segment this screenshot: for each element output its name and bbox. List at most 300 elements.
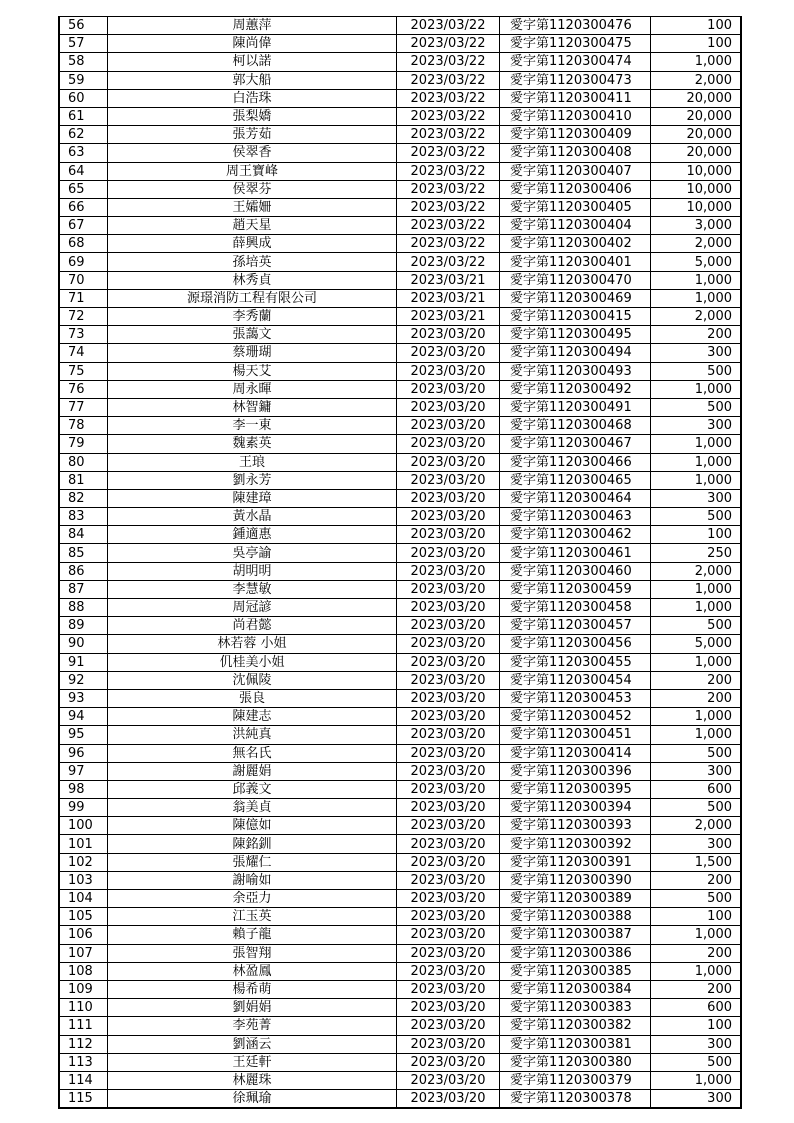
donation-date-cell: 2023/03/20 xyxy=(397,1035,500,1053)
donation-amount-cell: 300 xyxy=(651,1035,742,1053)
donor-name-cell: 李苑菁 xyxy=(108,1017,397,1035)
table-row xyxy=(59,435,741,453)
donation-date-cell: 2023/03/20 xyxy=(397,689,500,707)
donation-date-cell: 2023/03/22 xyxy=(397,35,500,53)
donation-amount-cell: 2,000 xyxy=(651,235,742,253)
table-row xyxy=(59,799,741,817)
row-number-cell: 108 xyxy=(59,962,108,980)
table-row xyxy=(59,999,741,1017)
donation-date-cell: 2023/03/22 xyxy=(397,162,500,180)
donor-name-cell: 柯以諾 xyxy=(108,53,397,71)
table-row xyxy=(59,762,741,780)
row-number-cell: 113 xyxy=(59,1053,108,1071)
receipt-number-cell: 愛字第1120300461 xyxy=(500,544,651,562)
donor-name-cell: 郭大船 xyxy=(108,71,397,89)
receipt-number-cell: 愛字第1120300408 xyxy=(500,144,651,162)
table-row xyxy=(59,1035,741,1053)
donation-date-cell: 2023/03/22 xyxy=(397,53,500,71)
row-number-cell: 57 xyxy=(59,35,108,53)
donation-amount-cell: 1,000 xyxy=(651,653,742,671)
donation-amount-cell: 1,000 xyxy=(651,53,742,71)
donor-name-cell: 余亞力 xyxy=(108,890,397,908)
table-row xyxy=(59,562,741,580)
row-number-cell: 63 xyxy=(59,144,108,162)
donor-name-cell: 徐珮瑜 xyxy=(108,1090,397,1109)
donation-date-cell: 2023/03/21 xyxy=(397,271,500,289)
table-row xyxy=(59,708,741,726)
receipt-number-cell: 愛字第1120300451 xyxy=(500,726,651,744)
donor-name-cell: 王廷軒 xyxy=(108,1053,397,1071)
donation-date-cell: 2023/03/20 xyxy=(397,1017,500,1035)
donation-amount-cell: 1,000 xyxy=(651,471,742,489)
row-number-cell: 79 xyxy=(59,435,108,453)
donation-amount-cell: 500 xyxy=(651,398,742,416)
table-row xyxy=(59,308,741,326)
donor-name-cell: 源璟消防工程有限公司 xyxy=(108,289,397,307)
row-number-cell: 60 xyxy=(59,89,108,107)
receipt-number-cell: 愛字第1120300383 xyxy=(500,999,651,1017)
table-row xyxy=(59,726,741,744)
donation-date-cell: 2023/03/22 xyxy=(397,180,500,198)
row-number-cell: 110 xyxy=(59,999,108,1017)
donation-amount-cell: 200 xyxy=(651,689,742,707)
donation-date-cell: 2023/03/22 xyxy=(397,89,500,107)
donation-amount-cell: 20,000 xyxy=(651,89,742,107)
receipt-number-cell: 愛字第1120300456 xyxy=(500,635,651,653)
receipt-number-cell: 愛字第1120300387 xyxy=(500,926,651,944)
donation-amount-cell: 1,000 xyxy=(651,380,742,398)
receipt-number-cell: 愛字第1120300407 xyxy=(500,162,651,180)
row-number-cell: 100 xyxy=(59,817,108,835)
donation-amount-cell: 1,000 xyxy=(651,435,742,453)
row-number-cell: 85 xyxy=(59,544,108,562)
donor-name-cell: 謝喻如 xyxy=(108,871,397,889)
donation-amount-cell: 1,500 xyxy=(651,853,742,871)
receipt-number-cell: 愛字第1120300390 xyxy=(500,871,651,889)
table-row xyxy=(59,17,741,35)
table-row xyxy=(59,380,741,398)
donor-name-cell: 張梨嬌 xyxy=(108,107,397,125)
donor-name-cell: 劉娟娟 xyxy=(108,999,397,1017)
table-row xyxy=(59,398,741,416)
donation-amount-cell: 1,000 xyxy=(651,708,742,726)
table-row xyxy=(59,144,741,162)
donor-name-cell: 無名氏 xyxy=(108,744,397,762)
table-row xyxy=(59,107,741,125)
table-row xyxy=(59,617,741,635)
donation-amount-cell: 20,000 xyxy=(651,144,742,162)
donor-name-cell: 張智翔 xyxy=(108,944,397,962)
table-row xyxy=(59,53,741,71)
row-number-cell: 74 xyxy=(59,344,108,362)
donor-name-cell: 陳建璋 xyxy=(108,489,397,507)
donation-date-cell: 2023/03/22 xyxy=(397,71,500,89)
table-row xyxy=(59,289,741,307)
donation-amount-cell: 2,000 xyxy=(651,817,742,835)
donation-amount-cell: 1,000 xyxy=(651,453,742,471)
table-row xyxy=(59,253,741,271)
row-number-cell: 99 xyxy=(59,799,108,817)
table-row xyxy=(59,508,741,526)
donation-amount-cell: 1,000 xyxy=(651,271,742,289)
row-number-cell: 64 xyxy=(59,162,108,180)
receipt-number-cell: 愛字第1120300394 xyxy=(500,799,651,817)
donor-name-cell: 陳銘釧 xyxy=(108,835,397,853)
table-row xyxy=(59,344,741,362)
donation-date-cell: 2023/03/20 xyxy=(397,780,500,798)
row-number-cell: 87 xyxy=(59,580,108,598)
table-row xyxy=(59,1017,741,1035)
receipt-number-cell: 愛字第1120300389 xyxy=(500,890,651,908)
donor-name-cell: 李一東 xyxy=(108,417,397,435)
donation-date-cell: 2023/03/20 xyxy=(397,890,500,908)
donation-amount-cell: 100 xyxy=(651,526,742,544)
donor-name-cell: 陳建志 xyxy=(108,708,397,726)
donation-amount-cell: 20,000 xyxy=(651,107,742,125)
row-number-cell: 112 xyxy=(59,1035,108,1053)
donation-amount-cell: 1,000 xyxy=(651,289,742,307)
row-number-cell: 89 xyxy=(59,617,108,635)
donor-name-cell: 胡明明 xyxy=(108,562,397,580)
receipt-number-cell: 愛字第1120300491 xyxy=(500,398,651,416)
donor-name-cell: 鍾適惠 xyxy=(108,526,397,544)
donation-date-cell: 2023/03/20 xyxy=(397,435,500,453)
donation-date-cell: 2023/03/20 xyxy=(397,635,500,653)
donation-date-cell: 2023/03/20 xyxy=(397,726,500,744)
table-row xyxy=(59,526,741,544)
donor-name-cell: 張藹文 xyxy=(108,326,397,344)
receipt-number-cell: 愛字第1120300415 xyxy=(500,308,651,326)
table-row xyxy=(59,544,741,562)
row-number-cell: 101 xyxy=(59,835,108,853)
donor-name-cell: 楊希萌 xyxy=(108,980,397,998)
row-number-cell: 98 xyxy=(59,780,108,798)
donation-date-cell: 2023/03/22 xyxy=(397,235,500,253)
receipt-number-cell: 愛字第1120300385 xyxy=(500,962,651,980)
receipt-number-cell: 愛字第1120300404 xyxy=(500,217,651,235)
table-row xyxy=(59,962,741,980)
table-row xyxy=(59,871,741,889)
row-number-cell: 96 xyxy=(59,744,108,762)
donation-amount-cell: 200 xyxy=(651,671,742,689)
row-number-cell: 83 xyxy=(59,508,108,526)
receipt-number-cell: 愛字第1120300463 xyxy=(500,508,651,526)
receipt-number-cell: 愛字第1120300391 xyxy=(500,853,651,871)
donor-name-cell: 侯翠香 xyxy=(108,144,397,162)
table-row xyxy=(59,744,741,762)
table-row xyxy=(59,126,741,144)
row-number-cell: 62 xyxy=(59,126,108,144)
donation-date-cell: 2023/03/20 xyxy=(397,926,500,944)
table-row xyxy=(59,1071,741,1089)
receipt-number-cell: 愛字第1120300401 xyxy=(500,253,651,271)
receipt-number-cell: 愛字第1120300382 xyxy=(500,1017,651,1035)
donation-table-body xyxy=(59,17,741,1109)
receipt-number-cell: 愛字第1120300476 xyxy=(500,17,651,35)
row-number-cell: 105 xyxy=(59,908,108,926)
donor-name-cell: 陳億如 xyxy=(108,817,397,835)
donation-date-cell: 2023/03/20 xyxy=(397,835,500,853)
receipt-number-cell: 愛字第1120300492 xyxy=(500,380,651,398)
donation-amount-cell: 100 xyxy=(651,1017,742,1035)
row-number-cell: 56 xyxy=(59,17,108,35)
donation-amount-cell: 2,000 xyxy=(651,308,742,326)
table-row xyxy=(59,217,741,235)
donation-amount-cell: 3,000 xyxy=(651,217,742,235)
donation-date-cell: 2023/03/22 xyxy=(397,107,500,125)
row-number-cell: 84 xyxy=(59,526,108,544)
row-number-cell: 59 xyxy=(59,71,108,89)
donor-name-cell: 魏素英 xyxy=(108,435,397,453)
table-row xyxy=(59,689,741,707)
row-number-cell: 95 xyxy=(59,726,108,744)
donation-table xyxy=(58,16,742,1109)
donation-date-cell: 2023/03/20 xyxy=(397,799,500,817)
table-row xyxy=(59,817,741,835)
donation-date-cell: 2023/03/20 xyxy=(397,471,500,489)
donation-date-cell: 2023/03/20 xyxy=(397,398,500,416)
receipt-number-cell: 愛字第1120300384 xyxy=(500,980,651,998)
row-number-cell: 75 xyxy=(59,362,108,380)
row-number-cell: 78 xyxy=(59,417,108,435)
row-number-cell: 73 xyxy=(59,326,108,344)
donation-amount-cell: 500 xyxy=(651,744,742,762)
donation-date-cell: 2023/03/20 xyxy=(397,362,500,380)
receipt-number-cell: 愛字第1120300388 xyxy=(500,908,651,926)
donor-name-cell: 林麗珠 xyxy=(108,1071,397,1089)
donation-amount-cell: 10,000 xyxy=(651,162,742,180)
donation-amount-cell: 2,000 xyxy=(651,71,742,89)
donor-name-cell: 蔡珊瑚 xyxy=(108,344,397,362)
receipt-number-cell: 愛字第1120300410 xyxy=(500,107,651,125)
receipt-number-cell: 愛字第1120300392 xyxy=(500,835,651,853)
receipt-number-cell: 愛字第1120300378 xyxy=(500,1090,651,1109)
table-row xyxy=(59,180,741,198)
donor-name-cell: 劉永芳 xyxy=(108,471,397,489)
donation-date-cell: 2023/03/22 xyxy=(397,17,500,35)
donation-date-cell: 2023/03/20 xyxy=(397,980,500,998)
donation-date-cell: 2023/03/20 xyxy=(397,526,500,544)
donation-amount-cell: 100 xyxy=(651,908,742,926)
donation-date-cell: 2023/03/20 xyxy=(397,599,500,617)
table-row xyxy=(59,635,741,653)
table-row xyxy=(59,926,741,944)
donor-name-cell: 黃水晶 xyxy=(108,508,397,526)
donor-name-cell: 翁美貞 xyxy=(108,799,397,817)
donation-amount-cell: 500 xyxy=(651,799,742,817)
donation-amount-cell: 5,000 xyxy=(651,635,742,653)
receipt-number-cell: 愛字第1120300464 xyxy=(500,489,651,507)
donor-name-cell: 周冠諺 xyxy=(108,599,397,617)
donation-date-cell: 2023/03/20 xyxy=(397,744,500,762)
donation-date-cell: 2023/03/20 xyxy=(397,671,500,689)
donation-date-cell: 2023/03/20 xyxy=(397,508,500,526)
donation-date-cell: 2023/03/20 xyxy=(397,326,500,344)
donation-amount-cell: 100 xyxy=(651,35,742,53)
donor-name-cell: 陳尚偉 xyxy=(108,35,397,53)
row-number-cell: 114 xyxy=(59,1071,108,1089)
donor-name-cell: 薛興成 xyxy=(108,235,397,253)
donation-amount-cell: 1,000 xyxy=(651,926,742,944)
donation-amount-cell: 500 xyxy=(651,890,742,908)
row-number-cell: 58 xyxy=(59,53,108,71)
donation-amount-cell: 200 xyxy=(651,871,742,889)
donor-name-cell: 江玉英 xyxy=(108,908,397,926)
donation-amount-cell: 300 xyxy=(651,1090,742,1109)
donation-date-cell: 2023/03/21 xyxy=(397,289,500,307)
table-row xyxy=(59,235,741,253)
receipt-number-cell: 愛字第1120300470 xyxy=(500,271,651,289)
donor-name-cell: 仉桂美小姐 xyxy=(108,653,397,671)
table-row xyxy=(59,835,741,853)
donation-amount-cell: 500 xyxy=(651,508,742,526)
table-row xyxy=(59,162,741,180)
donation-amount-cell: 1,000 xyxy=(651,726,742,744)
row-number-cell: 76 xyxy=(59,380,108,398)
donation-date-cell: 2023/03/20 xyxy=(397,1053,500,1071)
row-number-cell: 66 xyxy=(59,198,108,216)
row-number-cell: 72 xyxy=(59,308,108,326)
donation-date-cell: 2023/03/20 xyxy=(397,708,500,726)
receipt-number-cell: 愛字第1120300454 xyxy=(500,671,651,689)
receipt-number-cell: 愛字第1120300494 xyxy=(500,344,651,362)
table-row xyxy=(59,599,741,617)
row-number-cell: 88 xyxy=(59,599,108,617)
receipt-number-cell: 愛字第1120300452 xyxy=(500,708,651,726)
donor-name-cell: 張芳茹 xyxy=(108,126,397,144)
receipt-number-cell: 愛字第1120300474 xyxy=(500,53,651,71)
receipt-number-cell: 愛字第1120300467 xyxy=(500,435,651,453)
donation-date-cell: 2023/03/20 xyxy=(397,1090,500,1109)
receipt-number-cell: 愛字第1120300462 xyxy=(500,526,651,544)
table-row xyxy=(59,198,741,216)
donor-name-cell: 謝麗娟 xyxy=(108,762,397,780)
donation-date-cell: 2023/03/20 xyxy=(397,962,500,980)
receipt-number-cell: 愛字第1120300457 xyxy=(500,617,651,635)
donation-amount-cell: 200 xyxy=(651,326,742,344)
row-number-cell: 93 xyxy=(59,689,108,707)
receipt-number-cell: 愛字第1120300493 xyxy=(500,362,651,380)
table-row xyxy=(59,489,741,507)
row-number-cell: 91 xyxy=(59,653,108,671)
donor-name-cell: 李秀蘭 xyxy=(108,308,397,326)
row-number-cell: 111 xyxy=(59,1017,108,1035)
donor-name-cell: 賴子龍 xyxy=(108,926,397,944)
donation-amount-cell: 1,000 xyxy=(651,580,742,598)
donation-date-cell: 2023/03/20 xyxy=(397,562,500,580)
row-number-cell: 82 xyxy=(59,489,108,507)
donation-date-cell: 2023/03/22 xyxy=(397,126,500,144)
row-number-cell: 65 xyxy=(59,180,108,198)
table-row xyxy=(59,417,741,435)
receipt-number-cell: 愛字第1120300466 xyxy=(500,453,651,471)
receipt-number-cell: 愛字第1120300386 xyxy=(500,944,651,962)
donation-date-cell: 2023/03/20 xyxy=(397,944,500,962)
receipt-number-cell: 愛字第1120300393 xyxy=(500,817,651,835)
donor-name-cell: 趙天星 xyxy=(108,217,397,235)
donation-date-cell: 2023/03/20 xyxy=(397,417,500,435)
row-number-cell: 92 xyxy=(59,671,108,689)
donor-name-cell: 周蕙萍 xyxy=(108,17,397,35)
row-number-cell: 81 xyxy=(59,471,108,489)
receipt-number-cell: 愛字第1120300414 xyxy=(500,744,651,762)
donation-amount-cell: 10,000 xyxy=(651,198,742,216)
donation-date-cell: 2023/03/22 xyxy=(397,198,500,216)
donation-amount-cell: 1,000 xyxy=(651,962,742,980)
donor-name-cell: 林秀貞 xyxy=(108,271,397,289)
receipt-number-cell: 愛字第1120300468 xyxy=(500,417,651,435)
donation-date-cell: 2023/03/22 xyxy=(397,144,500,162)
donation-amount-cell: 20,000 xyxy=(651,126,742,144)
donation-amount-cell: 250 xyxy=(651,544,742,562)
donation-amount-cell: 500 xyxy=(651,617,742,635)
table-row xyxy=(59,1053,741,1071)
donor-name-cell: 孫培英 xyxy=(108,253,397,271)
donor-name-cell: 周王寶峰 xyxy=(108,162,397,180)
receipt-number-cell: 愛字第1120300379 xyxy=(500,1071,651,1089)
table-row xyxy=(59,671,741,689)
donor-name-cell: 王孀姍 xyxy=(108,198,397,216)
receipt-number-cell: 愛字第1120300380 xyxy=(500,1053,651,1071)
donation-amount-cell: 200 xyxy=(651,944,742,962)
table-row xyxy=(59,89,741,107)
donor-name-cell: 林盈鳳 xyxy=(108,962,397,980)
donation-date-cell: 2023/03/20 xyxy=(397,853,500,871)
donation-date-cell: 2023/03/20 xyxy=(397,999,500,1017)
donation-date-cell: 2023/03/20 xyxy=(397,653,500,671)
donation-amount-cell: 2,000 xyxy=(651,562,742,580)
receipt-number-cell: 愛字第1120300459 xyxy=(500,580,651,598)
receipt-number-cell: 愛字第1120300395 xyxy=(500,780,651,798)
donation-amount-cell: 300 xyxy=(651,489,742,507)
donation-date-cell: 2023/03/20 xyxy=(397,817,500,835)
donor-name-cell: 林若蓉 小姐 xyxy=(108,635,397,653)
donation-amount-cell: 10,000 xyxy=(651,180,742,198)
donor-name-cell: 邱義文 xyxy=(108,780,397,798)
donation-amount-cell: 600 xyxy=(651,999,742,1017)
donor-name-cell: 李慧敏 xyxy=(108,580,397,598)
donation-amount-cell: 600 xyxy=(651,780,742,798)
donor-name-cell: 沈佩陵 xyxy=(108,671,397,689)
donation-date-cell: 2023/03/22 xyxy=(397,253,500,271)
row-number-cell: 86 xyxy=(59,562,108,580)
receipt-number-cell: 愛字第1120300411 xyxy=(500,89,651,107)
donor-name-cell: 白浩珠 xyxy=(108,89,397,107)
donor-name-cell: 吳亭諭 xyxy=(108,544,397,562)
table-row xyxy=(59,980,741,998)
row-number-cell: 97 xyxy=(59,762,108,780)
receipt-number-cell: 愛字第1120300409 xyxy=(500,126,651,144)
row-number-cell: 104 xyxy=(59,890,108,908)
receipt-number-cell: 愛字第1120300406 xyxy=(500,180,651,198)
row-number-cell: 69 xyxy=(59,253,108,271)
table-row xyxy=(59,326,741,344)
row-number-cell: 68 xyxy=(59,235,108,253)
donation-date-cell: 2023/03/20 xyxy=(397,453,500,471)
receipt-number-cell: 愛字第1120300381 xyxy=(500,1035,651,1053)
receipt-number-cell: 愛字第1120300405 xyxy=(500,198,651,216)
row-number-cell: 80 xyxy=(59,453,108,471)
table-row xyxy=(59,271,741,289)
donation-amount-cell: 500 xyxy=(651,1053,742,1071)
donation-date-cell: 2023/03/20 xyxy=(397,617,500,635)
donation-amount-cell: 300 xyxy=(651,762,742,780)
table-row xyxy=(59,653,741,671)
donation-amount-cell: 300 xyxy=(651,835,742,853)
donation-amount-cell: 1,000 xyxy=(651,599,742,617)
receipt-number-cell: 愛字第1120300495 xyxy=(500,326,651,344)
donation-date-cell: 2023/03/20 xyxy=(397,1071,500,1089)
